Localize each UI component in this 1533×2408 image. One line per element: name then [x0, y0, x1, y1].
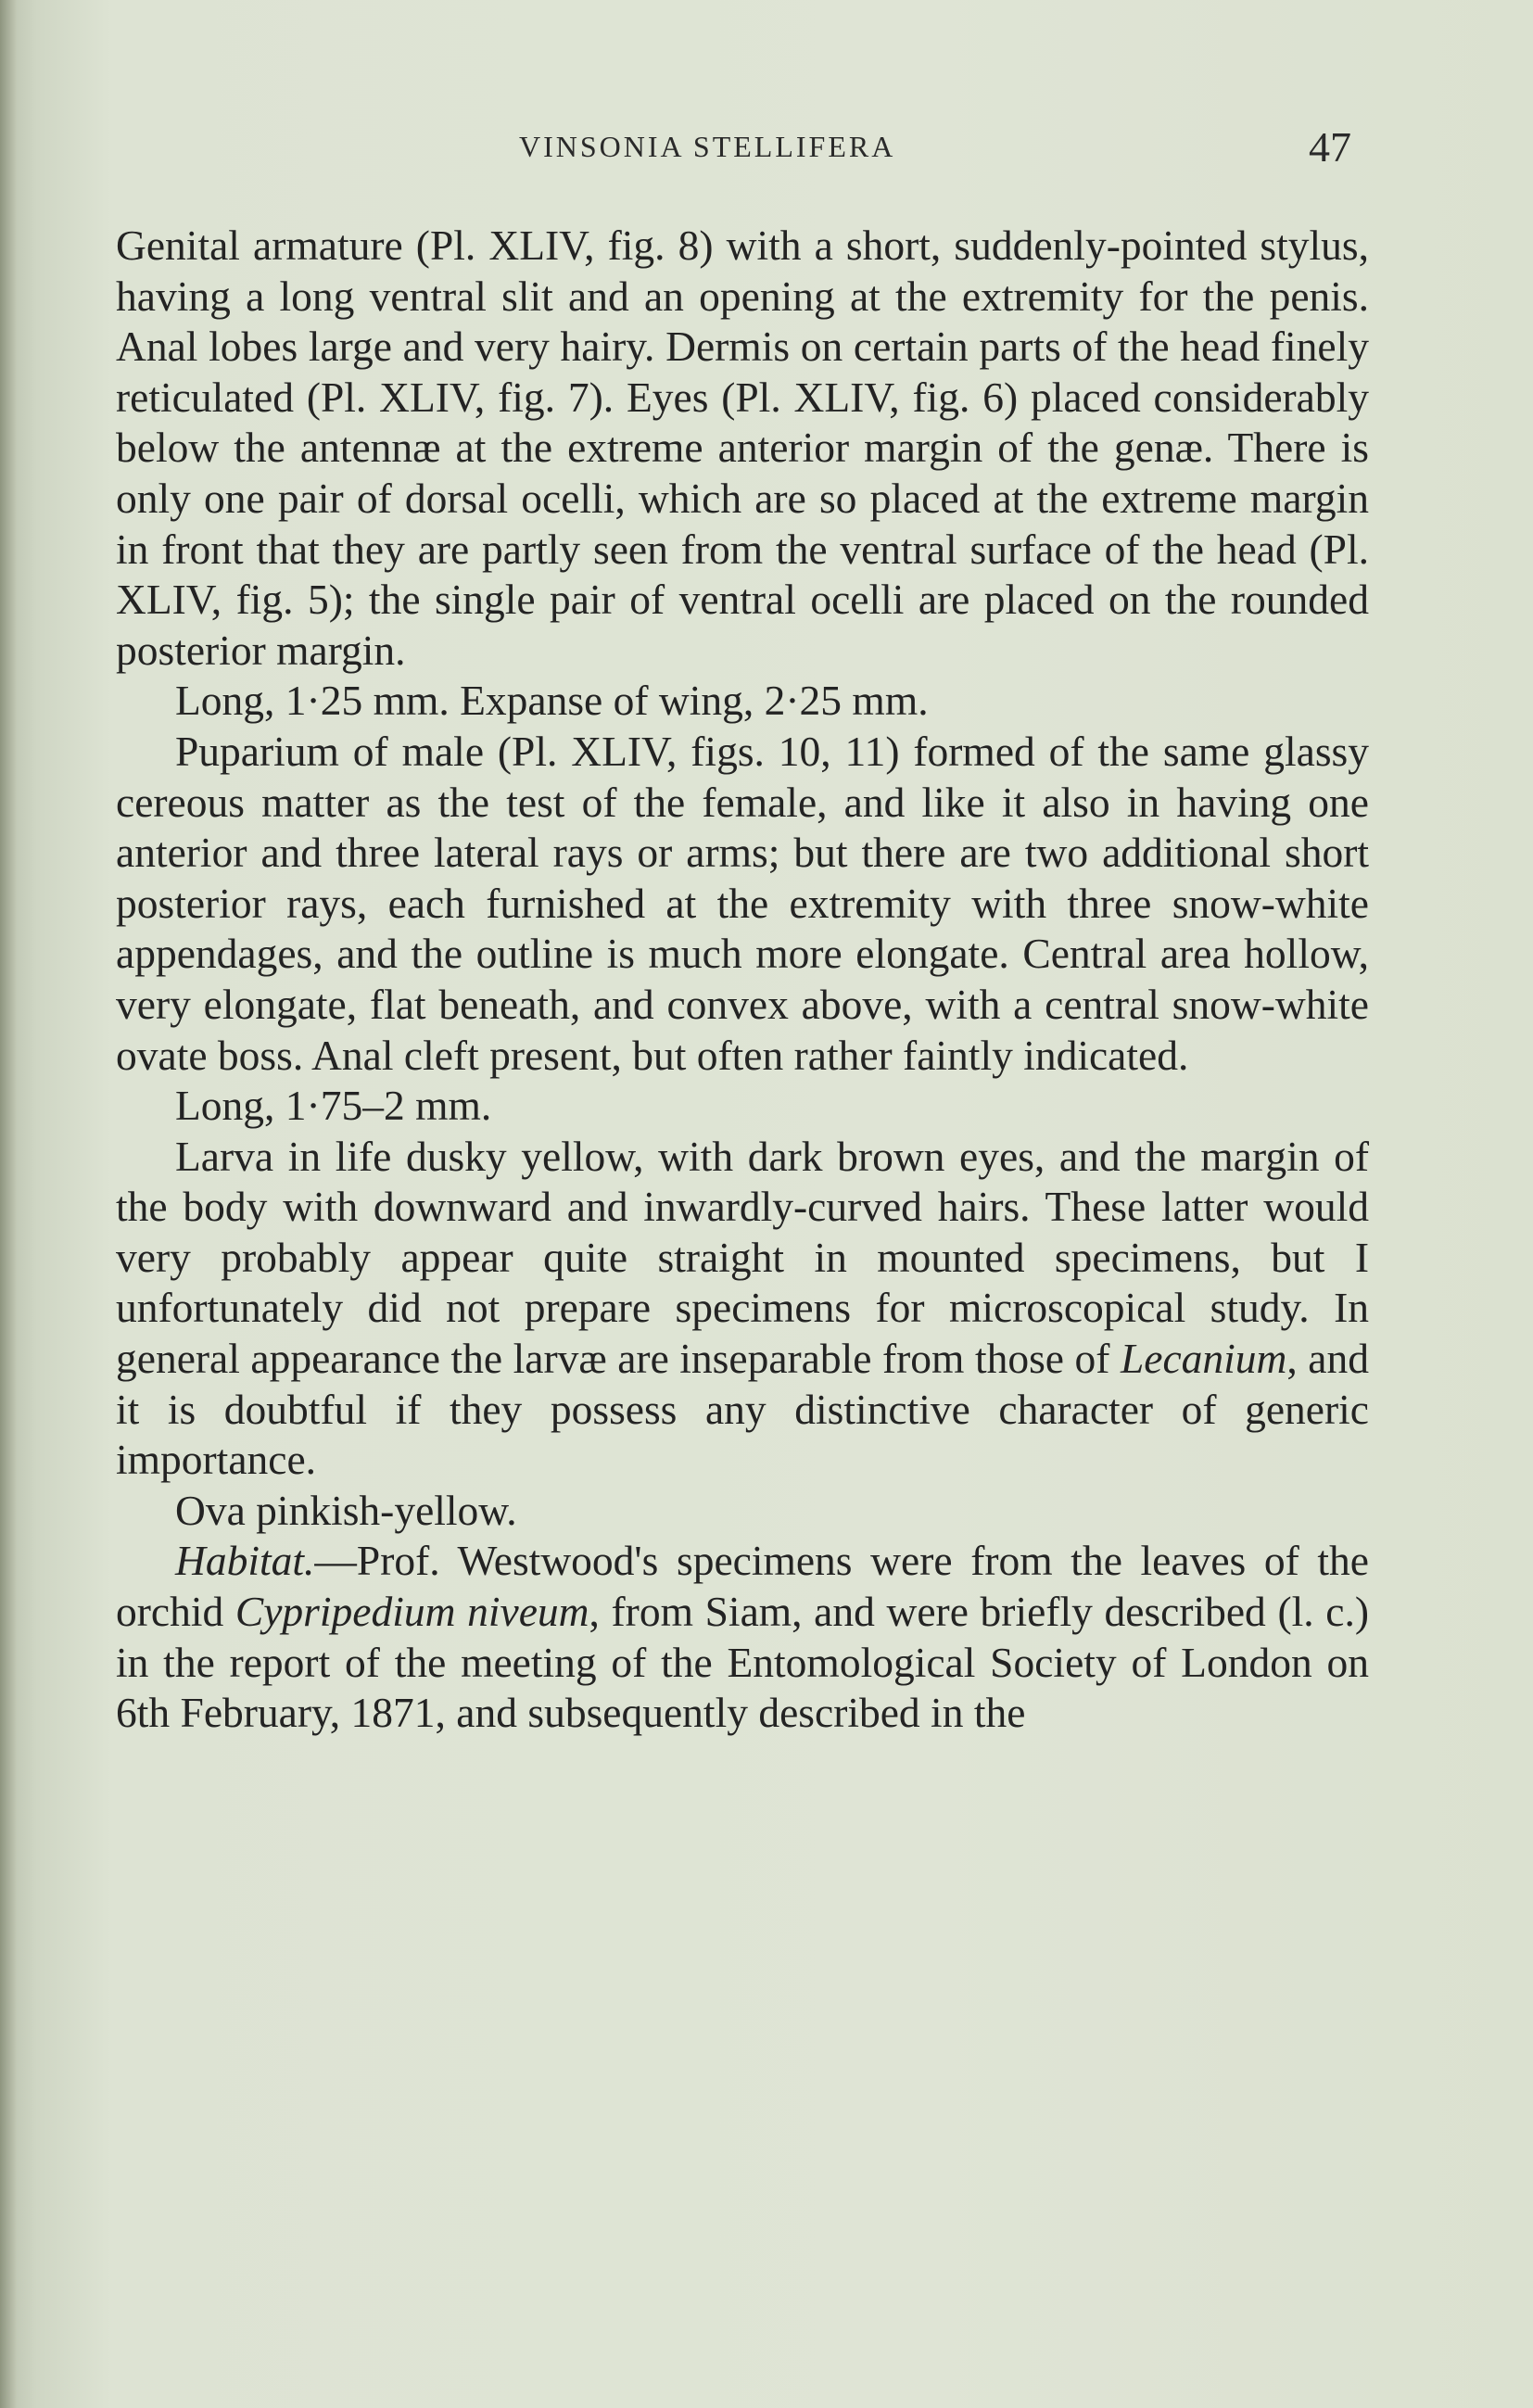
- page-gutter-shadow: [0, 0, 17, 2408]
- habitat-label: Habitat.: [175, 1537, 315, 1585]
- page-number: 47: [1309, 123, 1351, 171]
- paragraph-larva: [116, 1132, 1369, 1486]
- habitat-text-start: —Prof. Westwood's specimens were from the leaves of the orchid: [116, 1537, 1369, 1636]
- genus-lecanium: Lecanium: [1120, 1335, 1287, 1383]
- paragraph-ova: Ova pinkish-yellow.: [175, 1486, 517, 1534]
- running-title: VINSONIA STELLIFERA: [519, 130, 896, 163]
- larva-text-start: Larva in life dusky yellow, with dark brown eyes, and the margin of the body with downward and inwardly-curved hairs. These latter would very probably appear quite straight in mounted specimens, but I unfortunately did not prepare specimens for microscopical study. In general appearance the larvæ are inseparable from those of: [116, 1132, 1369, 1383]
- body-text: [116, 221, 1369, 1739]
- species-cypripedium-niveum: Cypripedium niveum: [234, 1588, 589, 1636]
- larva-text-end: , and it is doubtful if they possess any distinctive character of generic importance.: [116, 1335, 1369, 1484]
- paragraph-puparium: Puparium of male (Pl. XLIV, figs. 10, 11) formed of the same glassy cereous matter as the test of the female, and like it also in having one anterior and three lateral rays or arms; but there are two additional short posterior rays, each furnished at the extremity with three snow-white appendages, and the outline is much more elongate. Central area hollow, very elongate, flat beneath, and convex above, with a central snow-white ovate boss. Anal cleft present, but often rather faintly indicated.: [116, 727, 1369, 1079]
- paragraph-habitat: [116, 1536, 1369, 1738]
- habitat-text-end: , from Siam, and were briefly described (l. c.) in the report of the meeting of the Entomological Society of London on 6th February, 1871, and subsequently described in the: [116, 1588, 1369, 1737]
- paragraph-puparium-measurements: Long, 1·75–2 mm.: [175, 1082, 492, 1130]
- page-header: [0, 123, 1533, 185]
- paragraph-male-measurements: Long, 1·25 mm. Expanse of wing, 2·25 mm.: [175, 677, 929, 725]
- paragraph-male-description: Genital armature (Pl. XLIV, fig. 8) with a short, suddenly-pointed stylus, having a long ventral slit and an opening at the extremity for the penis. Anal lobes large and very hairy. Dermis on certain parts of the head finely reticulated (Pl. XLIV, fig. 7). Eyes (Pl. XLIV, fig. 6) placed considerably below the antennæ at the extreme anterior margin of the genæ. There is only one pair of dorsal ocelli, which are so placed at the extreme margin in front that they are partly seen from the ventral surface of the head (Pl. XLIV, fig. 5); the single pair of ventral ocelli are placed on the rounded posterior margin.: [116, 222, 1369, 674]
